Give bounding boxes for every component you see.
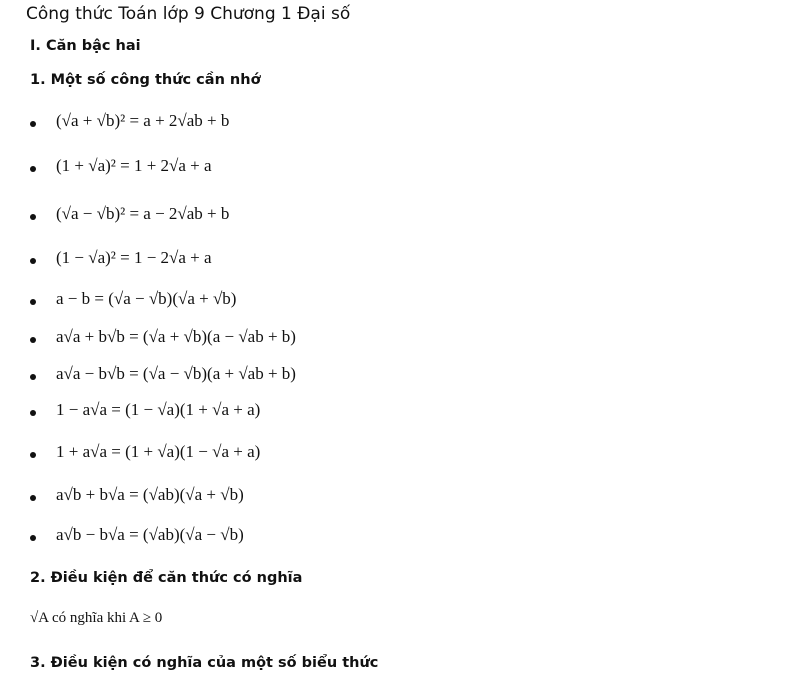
section-heading-cong-thuc: 1. Một số công thức cần nhớ — [30, 72, 261, 88]
list-bullet — [30, 214, 36, 220]
formula-item: 1 + a√a = (1 + √a)(1 − √a + a) — [56, 442, 261, 461]
list-bullet — [30, 299, 36, 305]
list-bullet — [30, 410, 36, 416]
list-bullet — [30, 258, 36, 264]
list-bullet — [30, 374, 36, 380]
formula-item: a√a − b√b = (√a − √b)(a + √ab + b) — [56, 364, 296, 383]
formula-item: (1 + √a)² = 1 + 2√a + a — [56, 156, 212, 175]
formula-item: a√b + b√a = (√ab)(√a + √b) — [56, 485, 244, 504]
list-bullet — [30, 535, 36, 541]
section-heading-can-bac-hai: I. Căn bậc hai — [30, 38, 141, 54]
condition-text: √A có nghĩa khi A ≥ 0 — [30, 610, 163, 626]
formula-item: 1 − a√a = (1 − √a)(1 + √a + a) — [56, 400, 261, 419]
formula-item: (√a + √b)² = a + 2√ab + b — [56, 111, 230, 130]
formula-item: a − b = (√a − √b)(√a + √b) — [56, 289, 237, 308]
list-bullet — [30, 452, 36, 458]
list-bullet — [30, 337, 36, 343]
page-title: Công thức Toán lớp 9 Chương 1 Đại số — [26, 4, 351, 24]
list-bullet — [30, 121, 36, 127]
section-heading-bieu-thuc: 3. Điều kiện có nghĩa của một số biểu thức — [30, 655, 379, 671]
formula-item: (1 − √a)² = 1 − 2√a + a — [56, 248, 212, 267]
formula-item: a√b − b√a = (√ab)(√a − √b) — [56, 525, 244, 544]
list-bullet — [30, 495, 36, 501]
formula-item: a√a + b√b = (√a + √b)(a − √ab + b) — [56, 327, 296, 346]
section-heading-dieu-kien: 2. Điều kiện để căn thức có nghĩa — [30, 570, 303, 586]
list-bullet — [30, 166, 36, 172]
formula-item: (√a − √b)² = a − 2√ab + b — [56, 204, 230, 223]
